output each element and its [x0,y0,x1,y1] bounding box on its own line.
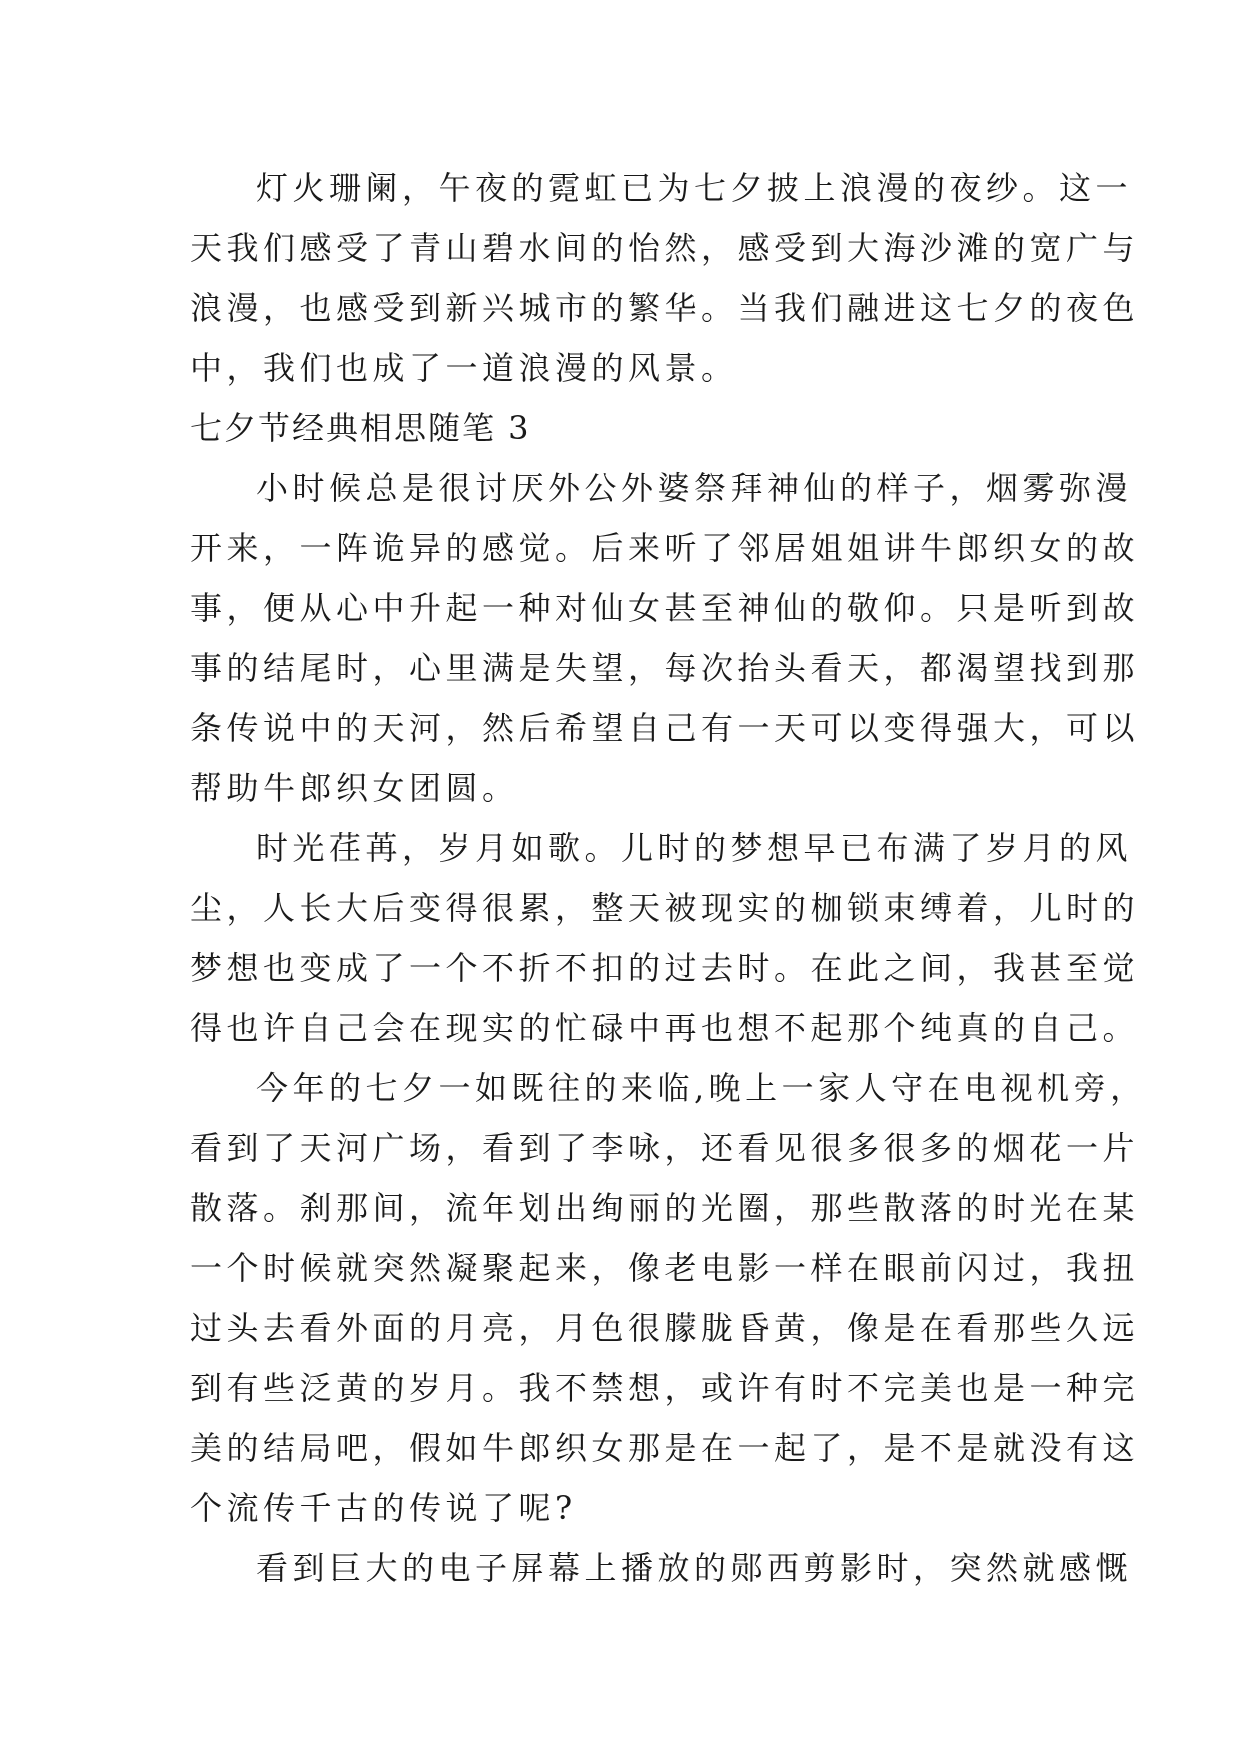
text-line: 得也许自己会在现实的忙碌中再也想不起那个纯真的自己。 [190,1009,1140,1047]
text-line: 个流传千古的传说了呢? [190,1489,577,1527]
text-line: 帮助牛郎织女团圆。 [190,769,519,807]
text-line: 中，我们也成了一道浪漫的风景。 [190,349,738,387]
text-line: 事的结尾时，心里满是失望，每次抬头看天，都渴望找到那 [190,649,1140,687]
text-line: 看到了天河广场，看到了李咏，还看见很多很多的烟花一片 [190,1129,1140,1167]
text-line: 小时候总是很讨厌外公外婆祭拜神仙的样子，烟雾弥漫 [256,469,1133,507]
document-body [190,158,1147,1598]
text-line: 开来，一阵诡异的感觉。后来听了邻居姐姐讲牛郎织女的故 [190,529,1140,567]
text-line: 过头去看外面的月亮，月色很朦胧昏黄，像是在看那些久远 [190,1309,1140,1347]
text-line: 美的结局吧，假如牛郎织女那是在一起了，是不是就没有这 [190,1429,1140,1467]
text-line: 尘，人长大后变得很累，整天被现实的枷锁束缚着，儿时的 [190,889,1140,927]
section-heading: 七夕节经典相思随笔 3 [190,409,531,447]
text-line: 今年的七夕一如既往的来临,晚上一家人守在电视机旁， [256,1069,1147,1107]
text-line: 梦想也变成了一个不折不扣的过去时。在此之间，我甚至觉 [190,949,1140,987]
text-line: 看到巨大的电子屏幕上播放的郧西剪影时，突然就感慨 [256,1549,1133,1587]
text-line: 一个时候就突然凝聚起来，像老电影一样在眼前闪过，我扭 [190,1249,1140,1287]
text-line: 散落。刹那间，流年划出绚丽的光圈，那些散落的时光在某 [190,1189,1140,1227]
text-line: 到有些泛黄的岁月。我不禁想，或许有时不完美也是一种完 [190,1369,1140,1407]
text-line: 条传说中的天河，然后希望自己有一天可以变得强大，可以 [190,709,1140,747]
text-line: 浪漫，也感受到新兴城市的繁华。当我们融进这七夕的夜色 [190,289,1140,327]
text-line: 事，便从心中升起一种对仙女甚至神仙的敬仰。只是听到故 [190,589,1140,627]
text-line: 时光荏苒，岁月如歌。儿时的梦想早已布满了岁月的风 [256,829,1133,867]
text-line: 灯火珊阑，午夜的霓虹已为七夕披上浪漫的夜纱。这一 [256,169,1133,207]
text-line: 天我们感受了青山碧水间的怡然，感受到大海沙滩的宽广与 [190,229,1140,267]
